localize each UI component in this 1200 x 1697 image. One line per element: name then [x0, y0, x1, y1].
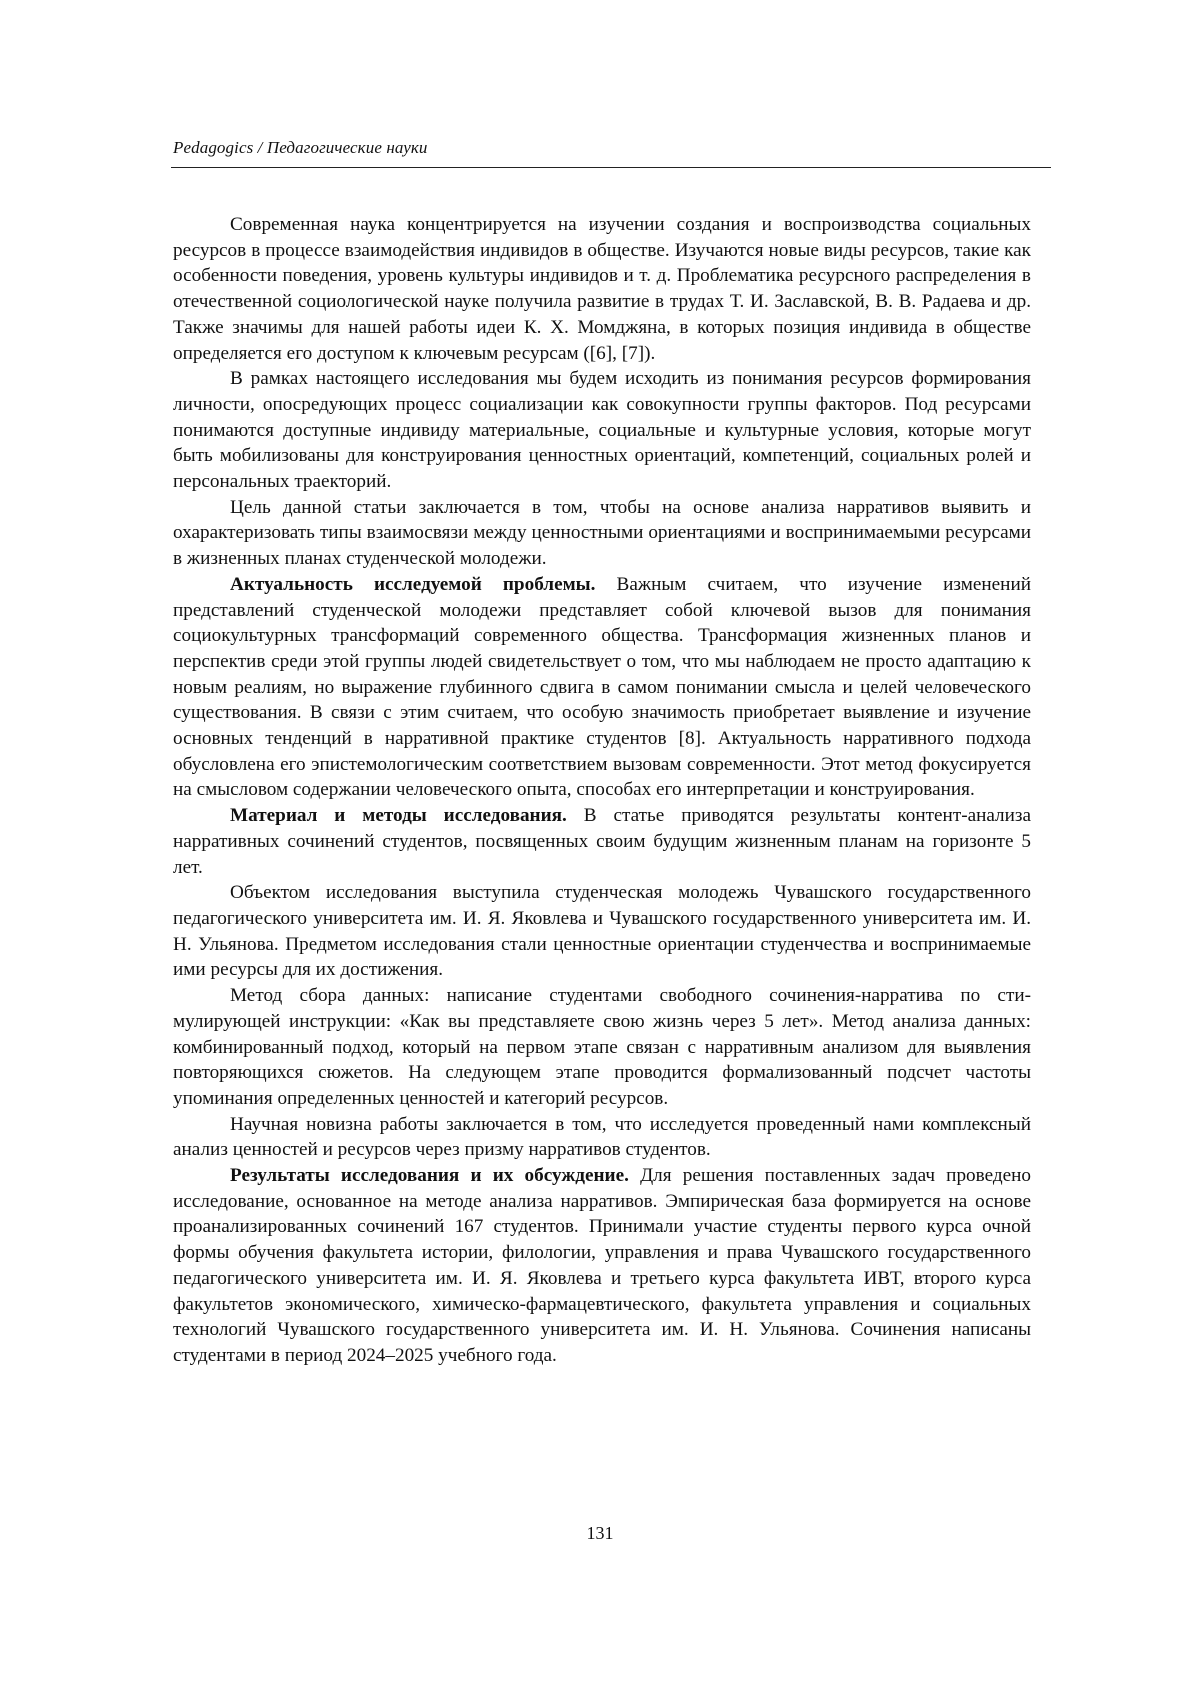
- paragraph-text: Метод сбора данных: написание студентами свободного сочинения-нарратива по стимулирующей инструкции: «Как вы представляете свою жизнь через 5 лет». Метод анализа данных: комбинированный подход, который на первом этапе связан с нарративным анализом для выявления повторяющихся сюжетов. На следующем этапе проводится формализованный подсчет частоты упоминания определенных ценностей и категорий ресурсов.: [173, 985, 1031, 1109]
- paragraph-object: [173, 880, 1031, 983]
- paragraph-results: [173, 1163, 1031, 1369]
- paragraph-text: В рамках настоящего исследования мы будем исходить из понимания ресурсов формирования личности, опосредующих процесс социализации как совокупности группы факторов. Под ресурсами понимаются доступные индивиду материальные, социальные и культурные условия, которые могут быть мобилизованы для конструирования ценностных ориентаций, компетенций, социальных ролей и персональных траекторий.: [173, 368, 1031, 493]
- paragraph-relevance: [173, 572, 1031, 803]
- section-heading-relevance: Актуальность исследуемой проблемы.: [230, 573, 596, 595]
- paragraph-goal: [173, 495, 1031, 572]
- paragraph-methods: [173, 803, 1031, 880]
- paragraph-intro: [173, 212, 1031, 366]
- page-number: 131: [586, 1523, 614, 1543]
- article-body: [173, 212, 1031, 1369]
- paragraph-text: В статье приводятся результаты контент-анализа нарративных сочинений студентов, посвященных своим будущим жизненным планам на горизонте 5 лет.: [173, 805, 1031, 878]
- paragraph-text: Научная новизна работы заключается в том, что исследуется проведенный нами комплексный анализ ценностей и ресурсов через призму нарративов студентов.: [173, 1113, 1031, 1161]
- paragraph-text: Важным считаем, что изучение изменений представлений студенческой молодежи представляет собой ключевой вызов для понимания социокультурных трансформаций современного общества. Трансформация жизненных планов и перспектив среди этой группы людей свидетельствует о том, что мы наблюдаем не просто адаптацию к новым реалиям, но выражение глубинного сдвига в самом понимании смысла и целей человеческого существования. В связи с этим считаем, что особую значимость приобретает выявление и изучение основных тенденций в нарративной практике студентов [8]. Актуальность нарративного подхода обусловлена его эпистемологическим соответствием вызовам современности. Этот метод фокусируется на смысловом содержании человеческого опыта, способах его интерпретации и конструирования.: [173, 573, 1031, 801]
- section-heading-results: Результаты исследования и их обсуждение.: [230, 1165, 629, 1187]
- paragraph-data-method: [173, 983, 1031, 1112]
- paragraph-text: Для решения поставленных задач проведено исследование, основанное на методе анализа нарративов. Эмпирическая база формируется на основе проанализированных сочинений 167 студентов. Принимали участие студенты первого курса очной формы обучения факультета истории, филологии, управления и права Чувашского государственного педагогического университета им. И. Я. Яковлева и третьего курса факультета ИВТ, второго курса факультетов экономического, химическо-фармацевтического, факультета управления и социальных технологий Чувашского государственного университета им. И. Н. Ульянова. Сочинения написаны студентами в период 2024–2025 учебного года.: [173, 1165, 1031, 1366]
- running-header: Pedagogics / Педагогические науки: [173, 138, 428, 157]
- header-rule: [171, 167, 1051, 168]
- paragraph-novelty: [173, 1112, 1031, 1163]
- paragraph-text: Объектом исследования выступила студенческая молодежь Чувашского государственного педагогического университета им. И. Я. Яковлева и Чувашского государственного университета им. И. Н. Ульянова. Предметом исследования стали ценностные ориентации студенчества и воспринимаемые ими ресурсы для их достижения.: [173, 882, 1031, 981]
- section-heading-methods: Материал и методы исследования.: [230, 805, 567, 827]
- paragraph-text: Современная наука концентрируется на изучении создания и воспроизводства социальных ресурсов в процессе взаимодействия индивидов в обществе. Изучаются новые виды ресурсов, такие как особенности поведения, уровень культуры индивидов и т. д. Проблематика ресурсного распределения в отечественной социологической науке получила развитие в трудах Т. И. Заславской, В. В. Радаева и др. Также значимы для нашей работы идеи К. Х. Момджяна, в которых позиция индивида в обществе определяется его доступом к ключевым ресурсам ([6], [7]).: [173, 214, 1031, 364]
- paragraph-text: Цель данной статьи заключается в том, чтобы на основе анализа нарративов выявить и охарактеризовать типы взаимосвязи между ценностными ориентациями и воспринимаемыми ресурсами в жизненных планах студенческой молодежи.: [173, 496, 1031, 570]
- paragraph-framework: [173, 366, 1031, 495]
